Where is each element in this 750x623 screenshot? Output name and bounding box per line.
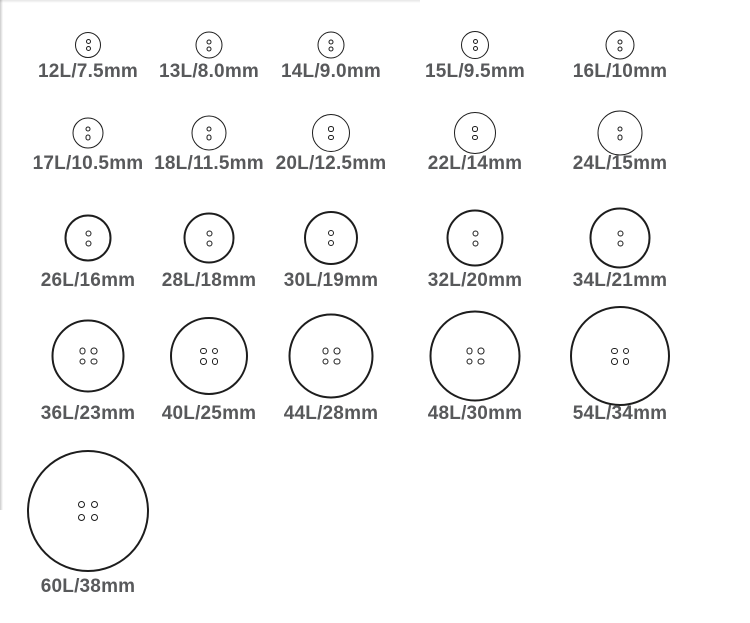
button-size-label: 30L/19mm (283, 270, 379, 291)
button-circle-14l (318, 32, 345, 59)
two-holes-icon (328, 126, 334, 140)
two-holes-icon (618, 39, 623, 51)
button-size-label: 12L/7.5mm (37, 61, 139, 82)
button-size-label: 28L/18mm (161, 270, 257, 291)
four-holes-icon (79, 348, 97, 365)
scan-edge-top (0, 0, 420, 3)
button-size-label: 16L/10mm (572, 61, 668, 82)
two-holes-icon (472, 126, 478, 140)
button-size-label: 13L/8.0mm (158, 61, 260, 82)
button-size-label: 14L/9.0mm (280, 61, 382, 82)
button-circle-54l (570, 306, 670, 406)
button-size-label: 26L/16mm (40, 270, 136, 291)
button-size-label: 22L/14mm (427, 153, 523, 174)
four-holes-icon (611, 348, 629, 365)
button-circle-12l (75, 32, 101, 58)
button-circle-34l (590, 208, 651, 269)
button-size-label: 18L/11.5mm (154, 153, 264, 174)
two-holes-icon (85, 230, 91, 246)
four-holes-icon (78, 501, 98, 521)
button-size-label: 44L/28mm (283, 403, 379, 424)
two-holes-icon (206, 126, 212, 140)
button-circle-48l (430, 311, 521, 402)
button-circle-13l (196, 32, 223, 59)
button-size-label: 15L/9.5mm (424, 61, 526, 82)
button-circle-30l (304, 211, 358, 265)
button-circle-15l (461, 31, 489, 59)
button-circle-40l (170, 317, 248, 395)
two-holes-icon (206, 230, 212, 246)
two-holes-icon (86, 39, 91, 51)
scan-edge-left (0, 0, 3, 510)
button-circle-28l (184, 213, 235, 264)
two-holes-icon (617, 230, 623, 246)
button-size-label: 40L/25mm (161, 403, 257, 424)
four-holes-icon (322, 348, 340, 365)
button-size-label: 54L/34mm (572, 403, 668, 424)
two-holes-icon (207, 39, 212, 51)
two-holes-icon (473, 39, 478, 51)
four-holes-icon (200, 348, 218, 365)
button-circle-18l (192, 116, 227, 151)
button-circle-16l (606, 31, 635, 60)
button-circle-26l (65, 215, 112, 262)
button-circle-60l (27, 450, 149, 572)
button-circle-20l (312, 114, 350, 152)
button-circle-36l (52, 320, 125, 393)
button-size-label: 60L/38mm (40, 576, 136, 597)
button-size-label: 32L/20mm (427, 270, 523, 291)
button-size-label: 17L/10.5mm (32, 153, 144, 174)
four-holes-icon (466, 348, 484, 365)
two-holes-icon (328, 230, 334, 246)
button-circle-32l (447, 210, 504, 267)
button-circle-22l (454, 112, 496, 154)
two-holes-icon (85, 126, 91, 140)
button-size-label: 48L/30mm (427, 403, 523, 424)
button-size-label: 34L/21mm (572, 270, 668, 291)
button-size-label: 20L/12.5mm (275, 153, 387, 174)
button-circle-17l (73, 118, 104, 149)
button-circle-24l (598, 111, 643, 156)
two-holes-icon (329, 39, 334, 51)
button-size-label: 24L/15mm (572, 153, 668, 174)
two-holes-icon (617, 126, 623, 140)
two-holes-icon (472, 230, 478, 246)
button-size-label: 36L/23mm (40, 403, 136, 424)
button-circle-44l (289, 314, 374, 399)
